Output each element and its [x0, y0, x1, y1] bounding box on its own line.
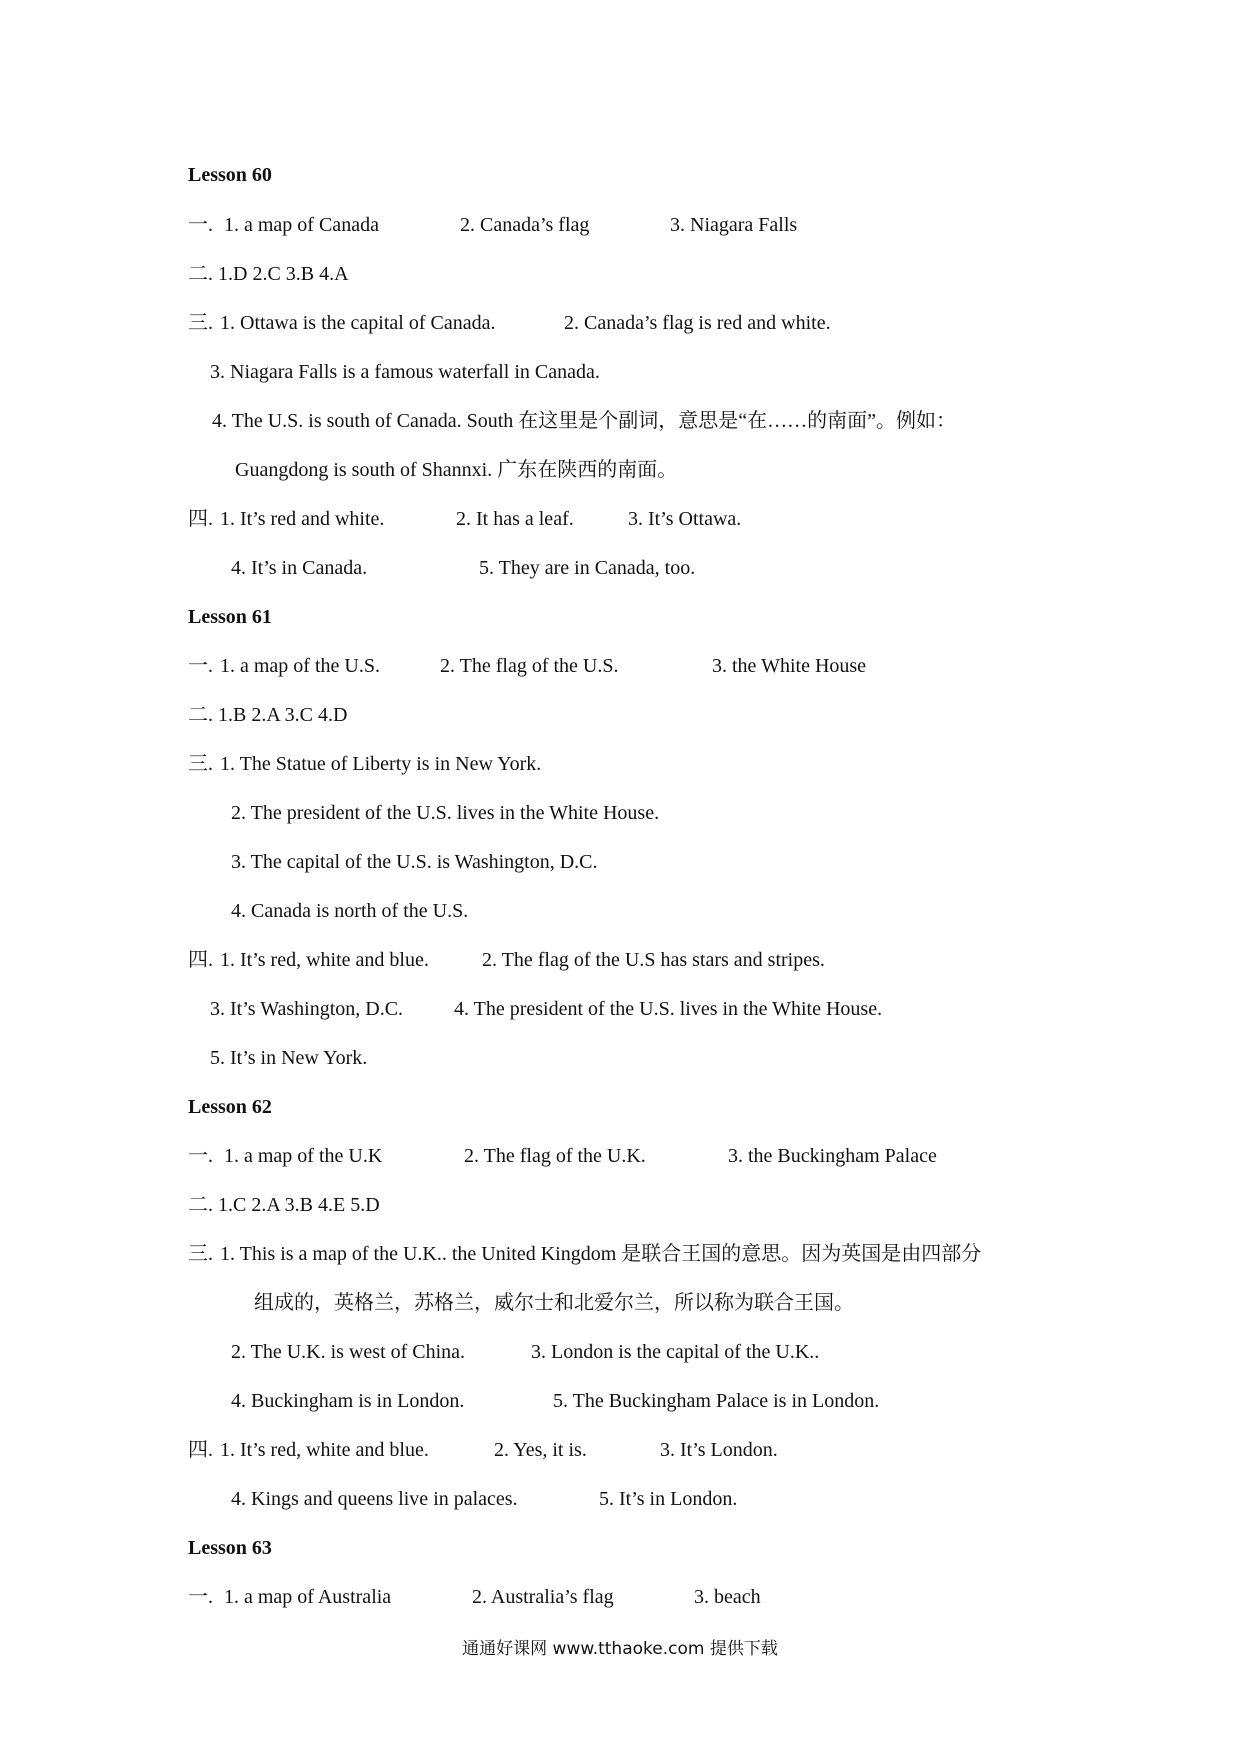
answer: 1. It’s red, white and blue.: [220, 1439, 429, 1461]
answer: 2. Yes, it is.: [494, 1439, 587, 1461]
l62-part2: 二. 1.C 2.A 3.B 4.E 5.D: [188, 1194, 380, 1216]
l60-part1: [188, 212, 798, 238]
l60-part4: [188, 506, 742, 532]
part-number: 一.: [188, 1145, 213, 1167]
answer: 4. The president of the U.S. lives in the White House.: [454, 998, 883, 1020]
answer: 1. The Statue of Liberty is in New York.: [220, 753, 542, 775]
page-footer: 通通好课网 www.tthaoke.com 提供下载: [462, 1639, 778, 1659]
answer: 2. It has a leaf.: [456, 508, 574, 530]
l60-part3-item4-example: Guangdong is south of Shannxi. 广东在陕西的南面。: [235, 459, 678, 481]
answer: 1. a map of Australia: [224, 1586, 392, 1608]
l60-part4-row2: [231, 555, 696, 581]
lesson-60-title: Lesson 60: [188, 164, 272, 186]
answer: 4. Kings and queens live in palaces.: [231, 1488, 518, 1510]
answer: 3. London is the capital of the U.K..: [531, 1341, 820, 1363]
part-number: 三.: [188, 1243, 213, 1265]
l61-part3-item3: 3. The capital of the U.S. is Washington, D.C.: [231, 851, 598, 873]
answer: 1. This is a map of the U.K.. the United Kingdom 是联合王国的意思。因为英国是由四部分: [220, 1243, 982, 1265]
answer: 1. It’s red, white and blue.: [220, 949, 429, 971]
answer: 4. Buckingham is in London.: [231, 1390, 465, 1412]
l62-part3-item1-cont: 组成的，英格兰，苏格兰，威尔士和北爱尔兰，所以称为联合王国。: [254, 1292, 854, 1314]
answer: 2. Canada’s flag: [460, 214, 590, 236]
answer: 3. It’s Ottawa.: [628, 508, 742, 530]
part-number: 四.: [188, 508, 213, 530]
part-number: 三.: [188, 312, 213, 334]
l63-part1: [188, 1584, 761, 1610]
l60-part3-item3: 3. Niagara Falls is a famous waterfall in Canada.: [210, 361, 600, 383]
answer: 4. It’s in Canada.: [231, 557, 368, 579]
l61-part3-item2: 2. The president of the U.S. lives in the White House.: [231, 802, 660, 824]
l61-part2: 二. 1.B 2.A 3.C 4.D: [188, 704, 348, 726]
lesson-63-title: Lesson 63: [188, 1537, 272, 1559]
l61-part4-item5: 5. It’s in New York.: [210, 1047, 368, 1069]
answer: 5. The Buckingham Palace is in London.: [553, 1390, 880, 1412]
answer: 5. It’s in London.: [599, 1488, 738, 1510]
answer: 3. beach: [694, 1586, 761, 1608]
part-number: 三.: [188, 753, 213, 775]
l62-part3: [188, 1241, 982, 1267]
answer: 3. the Buckingham Palace: [728, 1145, 937, 1167]
answer: 3. Niagara Falls: [670, 214, 798, 236]
part-number: 四.: [188, 949, 213, 971]
l61-part3-item4: 4. Canada is north of the U.S.: [231, 900, 469, 922]
l60-part3: [188, 310, 831, 336]
part-number: 一.: [188, 1586, 213, 1608]
l61-part1: [188, 653, 867, 679]
part-number: 一.: [188, 214, 213, 236]
answer: 3. It’s London.: [660, 1439, 778, 1461]
part-number: 一.: [188, 655, 213, 677]
part-number: 四.: [188, 1439, 213, 1461]
answer: 1. Ottawa is the capital of Canada.: [220, 312, 496, 334]
answer: 2. The flag of the U.K.: [464, 1145, 646, 1167]
answer: 1. a map of the U.K: [224, 1145, 383, 1167]
l61-part4-row2: [210, 996, 883, 1022]
l62-part3-row2: [231, 1339, 820, 1365]
answer: 2. The flag of the U.S.: [440, 655, 619, 677]
l62-part3-row3: [231, 1388, 880, 1414]
l61-part3: [188, 751, 542, 777]
answer: 1. It’s red and white.: [220, 508, 385, 530]
answer: 1. a map of the U.S.: [220, 655, 380, 677]
answer: 2. The U.K. is west of China.: [231, 1341, 466, 1363]
l62-part1: [188, 1143, 937, 1169]
answer: 1. a map of Canada: [224, 214, 379, 236]
l61-part4: [188, 947, 825, 973]
answer: 3. It’s Washington, D.C.: [210, 998, 404, 1020]
answer: 2. The flag of the U.S has stars and stripes.: [482, 949, 825, 971]
l60-part3-item4: 4. The U.S. is south of Canada. South 在这里是个副词，意思是“在……的南面”。例如：: [212, 410, 957, 432]
answer: 3. the White House: [712, 655, 867, 677]
lesson-61-title: Lesson 61: [188, 606, 272, 628]
answer: 2. Canada’s flag is red and white.: [564, 312, 831, 334]
answer: 2. Australia’s flag: [472, 1586, 614, 1608]
l62-part4: [188, 1437, 778, 1463]
lesson-62-title: Lesson 62: [188, 1096, 272, 1118]
l62-part4-row2: [231, 1486, 738, 1512]
l60-part2: 二. 1.D 2.C 3.B 4.A: [188, 263, 349, 285]
answer: 5. They are in Canada, too.: [479, 557, 696, 579]
